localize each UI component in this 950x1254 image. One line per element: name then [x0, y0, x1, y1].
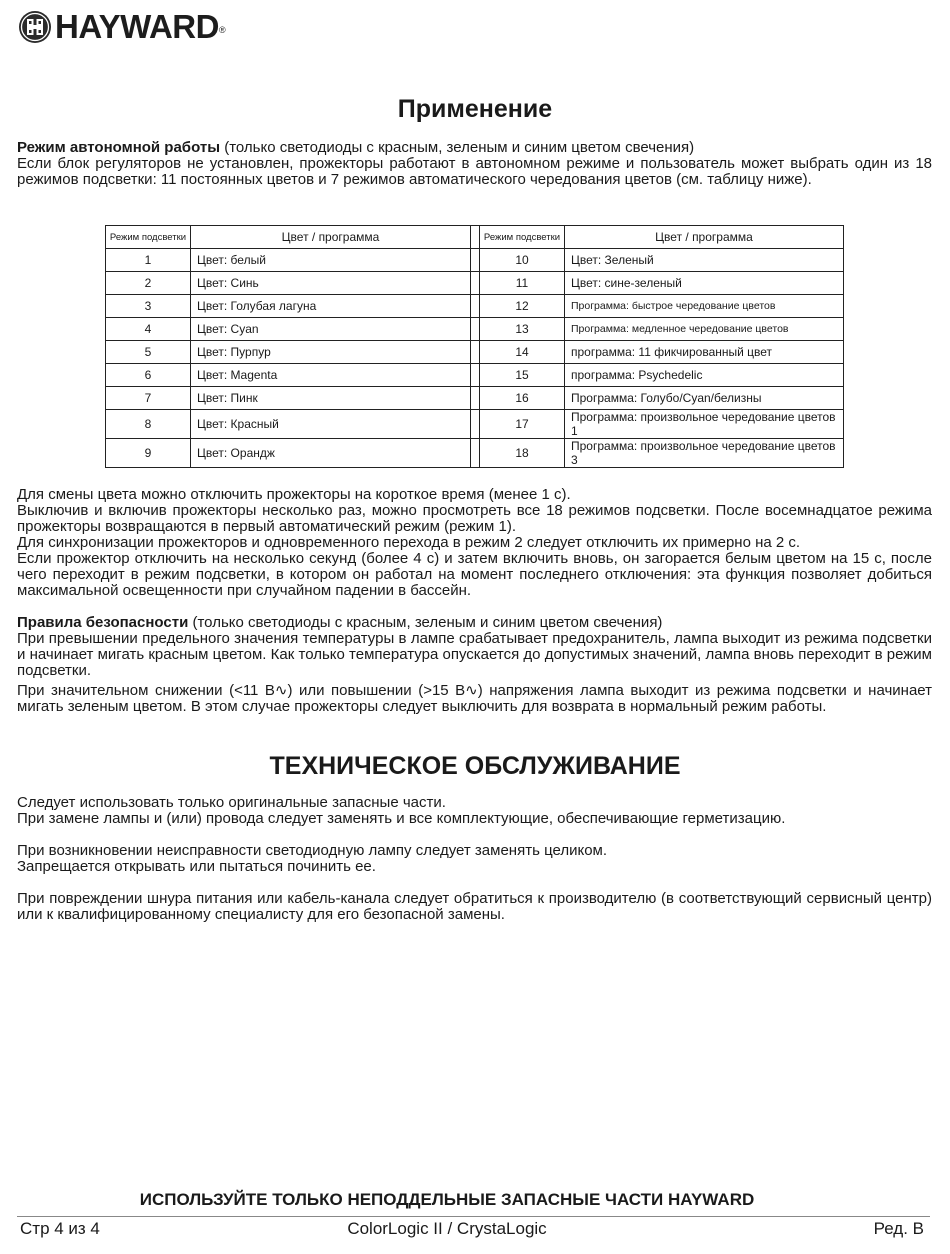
mode-color: Цвет: Пурпур	[191, 341, 471, 364]
header-mode-left: Режим подсветки	[106, 226, 191, 249]
page-number: Стр 4 из 4	[20, 1219, 100, 1238]
mode-program: Программа: произвольное чередование цветов 3	[565, 439, 844, 468]
mode-number: 12	[480, 295, 565, 318]
mode-color: Цвет: Cyan	[191, 318, 471, 341]
table-row	[106, 341, 844, 364]
mode-program: программа: Psychedelic	[565, 364, 844, 387]
instruction-reset: Если прожектор отключить на несколько секунд (более 4 с) и затем включить вновь, он загорается белым цветом на 15 с, после чего переходит в режим подсветки, в котором он работал на момент последнего отключения: эта функция позволяет добиться максимальной освещенности при случайном падении в бассейн.	[17, 550, 932, 599]
autonomous-body: Если блок регуляторов не установлен, прожекторы работают в автономном режиме и пользователь может выбрать один из 18 режимов подсветки: 11 постоянных цветов и 7 режимов автоматического чередования цветов (см. таблицу ниже).	[17, 155, 932, 188]
table-gap	[471, 318, 480, 341]
product-name: ColorLogic II / CrystaLogic	[347, 1219, 547, 1238]
table-row	[106, 410, 844, 439]
mode-number: 6	[106, 364, 191, 387]
mode-number: 1	[106, 249, 191, 272]
genuine-parts-note: ИСПОЛЬЗУЙТЕ ТОЛЬКО НЕПОДДЕЛЬНЫЕ ЗАПАСНЫЕ ЧАСТИ HAYWARD	[139, 1190, 755, 1209]
table-gap	[471, 364, 480, 387]
header-color-right: Цвет / программа	[565, 226, 844, 249]
instruction-sync: Для синхронизации прожекторов и одновременного перехода в режим 2 следует отключить их примерно на 2 с.	[17, 534, 801, 551]
mode-color: Цвет: Пинк	[191, 387, 471, 410]
lighting-modes-table	[105, 225, 844, 468]
instruction-short-off: Для смены цвета можно отключить прожекторы на короткое время (менее 1 с).	[17, 486, 571, 503]
revision: Ред. B	[873, 1219, 924, 1238]
hayward-logo-icon	[18, 10, 52, 44]
mode-number: 18	[480, 439, 565, 468]
mode-number: 13	[480, 318, 565, 341]
mode-number: 8	[106, 410, 191, 439]
page-title: Применение	[397, 95, 553, 123]
table-header-row	[106, 226, 844, 249]
brand-wordmark: HAYWARD®	[55, 8, 226, 45]
table-gap	[471, 226, 480, 249]
mode-number: 3	[106, 295, 191, 318]
mode-program: Программа: произвольное чередование цветов 1	[565, 410, 844, 439]
maintenance-replace-seals: При замене лампы и (или) провода следует заменять и все комплектующие, обеспечивающие герметизацию.	[17, 810, 786, 827]
mode-color: Цвет: Синь	[191, 272, 471, 295]
table-row	[106, 249, 844, 272]
mode-number: 16	[480, 387, 565, 410]
table-row	[106, 387, 844, 410]
table-row	[106, 439, 844, 468]
hayward-logo	[18, 10, 225, 44]
maintenance-no-opening: Запрещается открывать или пытаться починить ее.	[17, 858, 376, 875]
mode-number: 11	[480, 272, 565, 295]
mode-color: Цвет: белый	[191, 249, 471, 272]
mode-color: Цвет: Зеленый	[565, 249, 844, 272]
header-mode-right: Режим подсветки	[480, 226, 565, 249]
mode-color: Цвет: Красный	[191, 410, 471, 439]
maintenance-cable: При повреждении шнура питания или кабель-канала следует обратиться к производителю (в соответствующий сервисный центр) или к квалифицированному специалисту для его безопасной замены.	[17, 890, 932, 923]
mode-color: Цвет: Голубая лагуна	[191, 295, 471, 318]
maintenance-title: ТЕХНИЧЕСКОЕ ОБСЛУЖИВАНИЕ	[269, 752, 681, 780]
mode-number: 2	[106, 272, 191, 295]
table-gap	[471, 249, 480, 272]
table-gap	[471, 387, 480, 410]
maintenance-original-parts: Следует использовать только оригинальные запасные части.	[17, 794, 446, 811]
safety-temperature: При превышении предельного значения температуры в лампе срабатывает предохранитель, лампа выходит из режима подсветки и начинает мигать красным цветом. Как только температура опускается до допустимых значений, лампа вновь переходит в режим подсветки.	[17, 630, 932, 679]
mode-number: 9	[106, 439, 191, 468]
table-gap	[471, 439, 480, 468]
mode-number: 15	[480, 364, 565, 387]
table-row	[106, 295, 844, 318]
mode-program: программа: 11 фикчированный цвет	[565, 341, 844, 364]
maintenance-replace-lamp: При возникновении неисправности светодиодную лампу следует заменять целиком.	[17, 842, 608, 859]
mode-color: Цвет: Орандж	[191, 439, 471, 468]
mode-number: 7	[106, 387, 191, 410]
mode-color: Цвет: Magenta	[191, 364, 471, 387]
mode-number: 5	[106, 341, 191, 364]
mode-program: Программа: Голубо/Cyan/белизны	[565, 387, 844, 410]
safety-voltage: При значительном снижении (<11 В∿) или повышении (>15 В∿) напряжения лампа выходит из режима подсветки и начинает мигать зеленым цветом. В этом случае прожекторы следует выключить для возврата в нормальный режим работы.	[17, 682, 932, 715]
safety-heading: Правила безопасности (только светодиоды с красным, зеленым и синим цветом свечения)	[17, 614, 663, 631]
mode-color: Цвет: сине-зеленый	[565, 272, 844, 295]
table-gap	[471, 272, 480, 295]
header-color-left: Цвет / программа	[191, 226, 471, 249]
mode-number: 14	[480, 341, 565, 364]
table-gap	[471, 410, 480, 439]
mode-number: 4	[106, 318, 191, 341]
instruction-cycle: Выключив и включив прожекторы несколько раз, можно просмотреть все 18 режимов подсветки. После восемнадцатое режима прожекторы возвращаются в первый автоматический режим (режим 1).	[17, 502, 932, 535]
mode-program: Программа: быстрое чередование цветов	[565, 295, 844, 318]
footer-divider	[17, 1216, 930, 1217]
table-gap	[471, 341, 480, 364]
mode-program: Программа: медленное чередование цветов	[565, 318, 844, 341]
mode-number: 17	[480, 410, 565, 439]
mode-number: 10	[480, 249, 565, 272]
table-row	[106, 364, 844, 387]
table-gap	[471, 295, 480, 318]
table-row	[106, 318, 844, 341]
autonomous-heading: Режим автономной работы (только светодиоды с красным, зеленым и синим цветом свечения)	[17, 139, 695, 156]
table-row	[106, 272, 844, 295]
